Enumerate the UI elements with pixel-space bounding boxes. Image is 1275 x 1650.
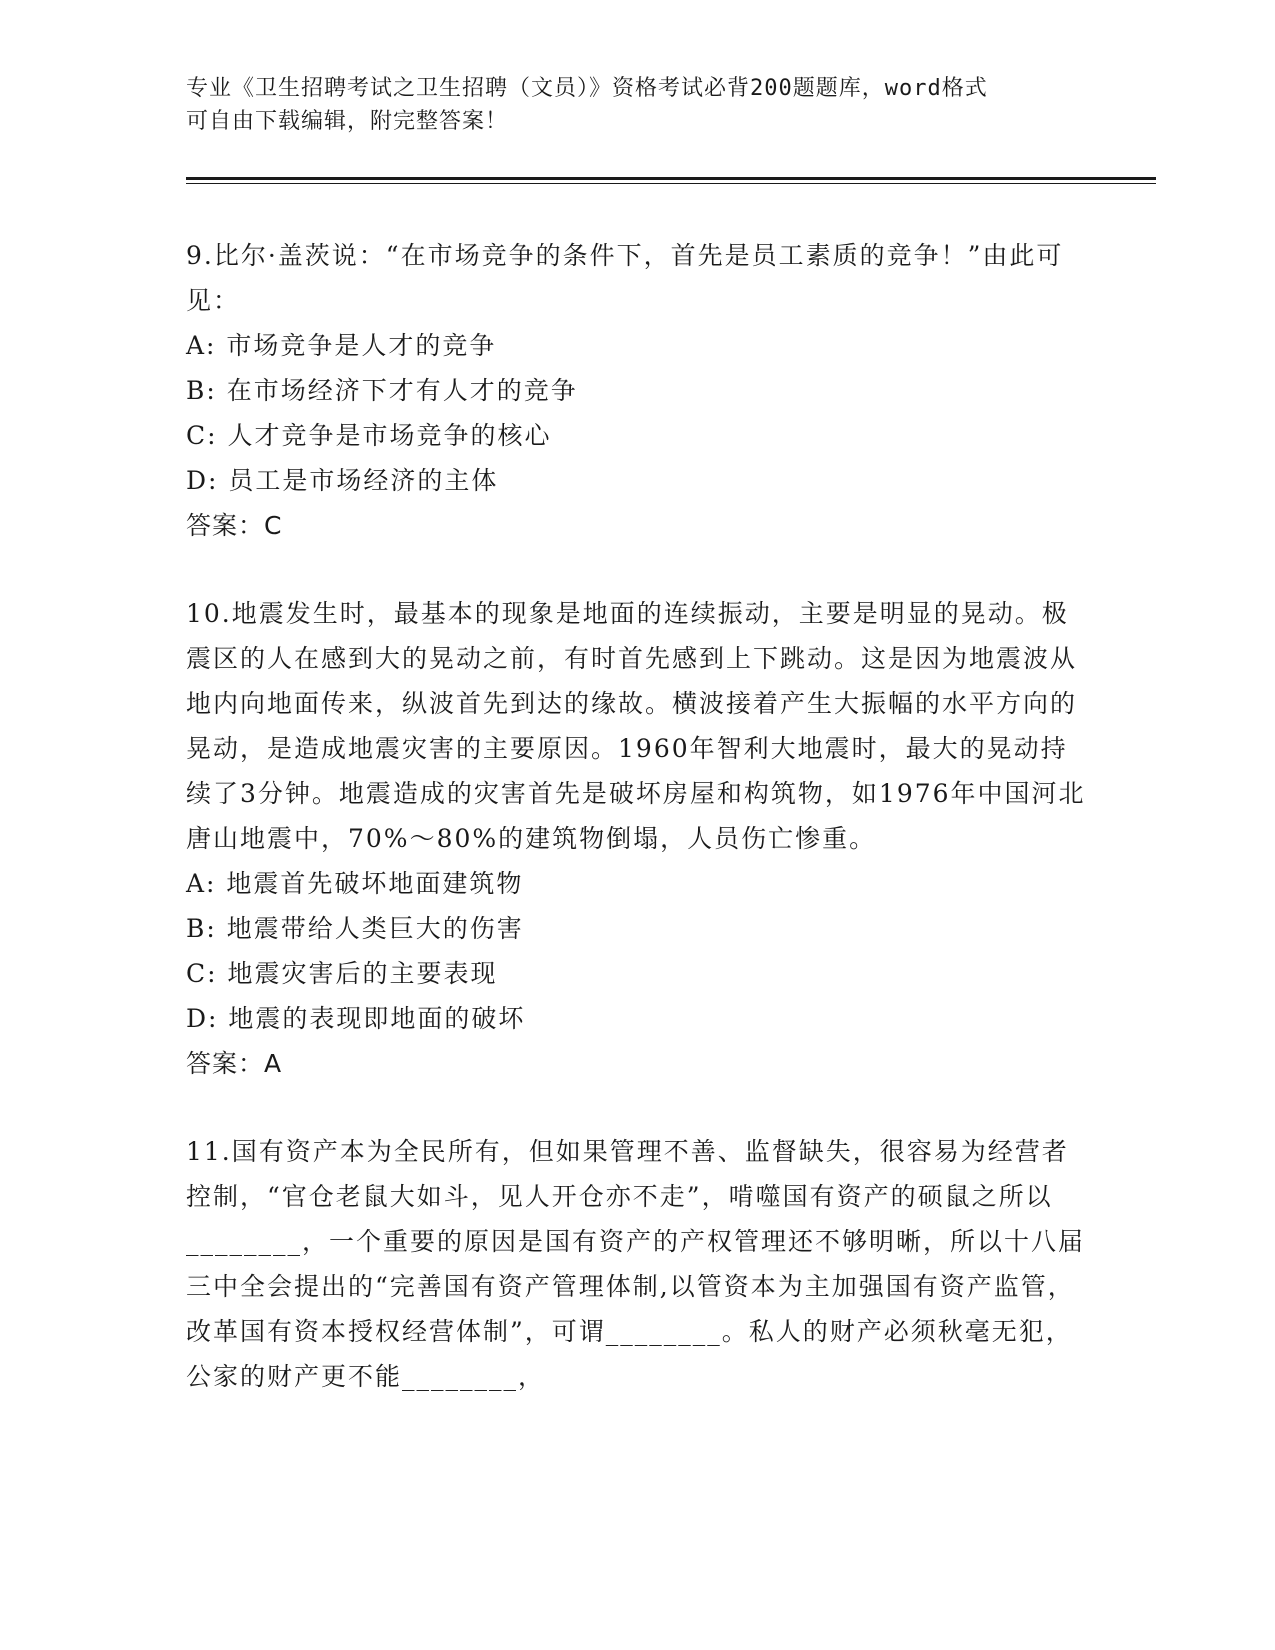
answer-line: 答案：A: [186, 1049, 283, 1078]
question-stem: 9.比尔·盖茨说：“在市场竞争的条件下，首先是员工素质的竞争！”由此可见：: [186, 241, 1064, 315]
option-b: B: 地震带给人类巨大的伤害: [186, 914, 524, 943]
question-9: [186, 233, 1086, 548]
header-line-2: 可自由下载编辑，附完整答案！: [186, 109, 509, 134]
document-header: [186, 72, 1066, 138]
option-d: D: 地震的表现即地面的破坏: [186, 1004, 526, 1033]
question-10: [186, 591, 1086, 1086]
question-11: [186, 1129, 1086, 1399]
option-b: B: 在市场经济下才有人才的竞争: [186, 376, 578, 405]
option-d: D: 员工是市场经济的主体: [186, 466, 499, 495]
header-line-1: 专业《卫生招聘考试之卫生招聘（文员）》资格考试必背200题题库，word格式: [186, 76, 988, 101]
option-c: C: 人才竞争是市场竞争的核心: [186, 421, 552, 450]
question-list: [186, 233, 1086, 1442]
option-a: A: 市场竞争是人才的竞争: [186, 331, 497, 360]
option-c: C: 地震灾害后的主要表现: [186, 959, 498, 988]
option-a: A: 地震首先破坏地面建筑物: [186, 869, 524, 898]
question-stem: 11.国有资产本为全民所有，但如果管理不善、监督缺失，很容易为经营者控制，“官仓老鼠大如斗，见人开仓亦不走”，啃噬国有资产的硕鼠之所以________，一个重要的原因是国有资产的产权管理还不够明晰，所以十八届三中全会提出的“完善国有资产管理体制,以管资本为主加强国有资产监管，改革国有资本授权经营体制”，可谓________。私人的财产必须秋毫无犯，公家的财产更不能________，: [186, 1137, 1086, 1391]
answer-line: 答案：C: [186, 511, 283, 540]
question-stem: 10.地震发生时，最基本的现象是地面的连续振动，主要是明显的晃动。极震区的人在感到大的晃动之前，有时首先感到上下跳动。这是因为地震波从地内向地面传来，纵波首先到达的缘故。横波接着产生大振幅的水平方向的晃动，是造成地震灾害的主要原因。1960年智利大地震时，最大的晃动持续了3分钟。地震造成的灾害首先是破坏房屋和构筑物，如1976年中国河北唐山地震中，70%～80%的建筑物倒塌，人员伤亡惨重。: [186, 599, 1086, 853]
header-divider-thin: [186, 183, 1156, 184]
header-divider-thick: [186, 177, 1156, 180]
